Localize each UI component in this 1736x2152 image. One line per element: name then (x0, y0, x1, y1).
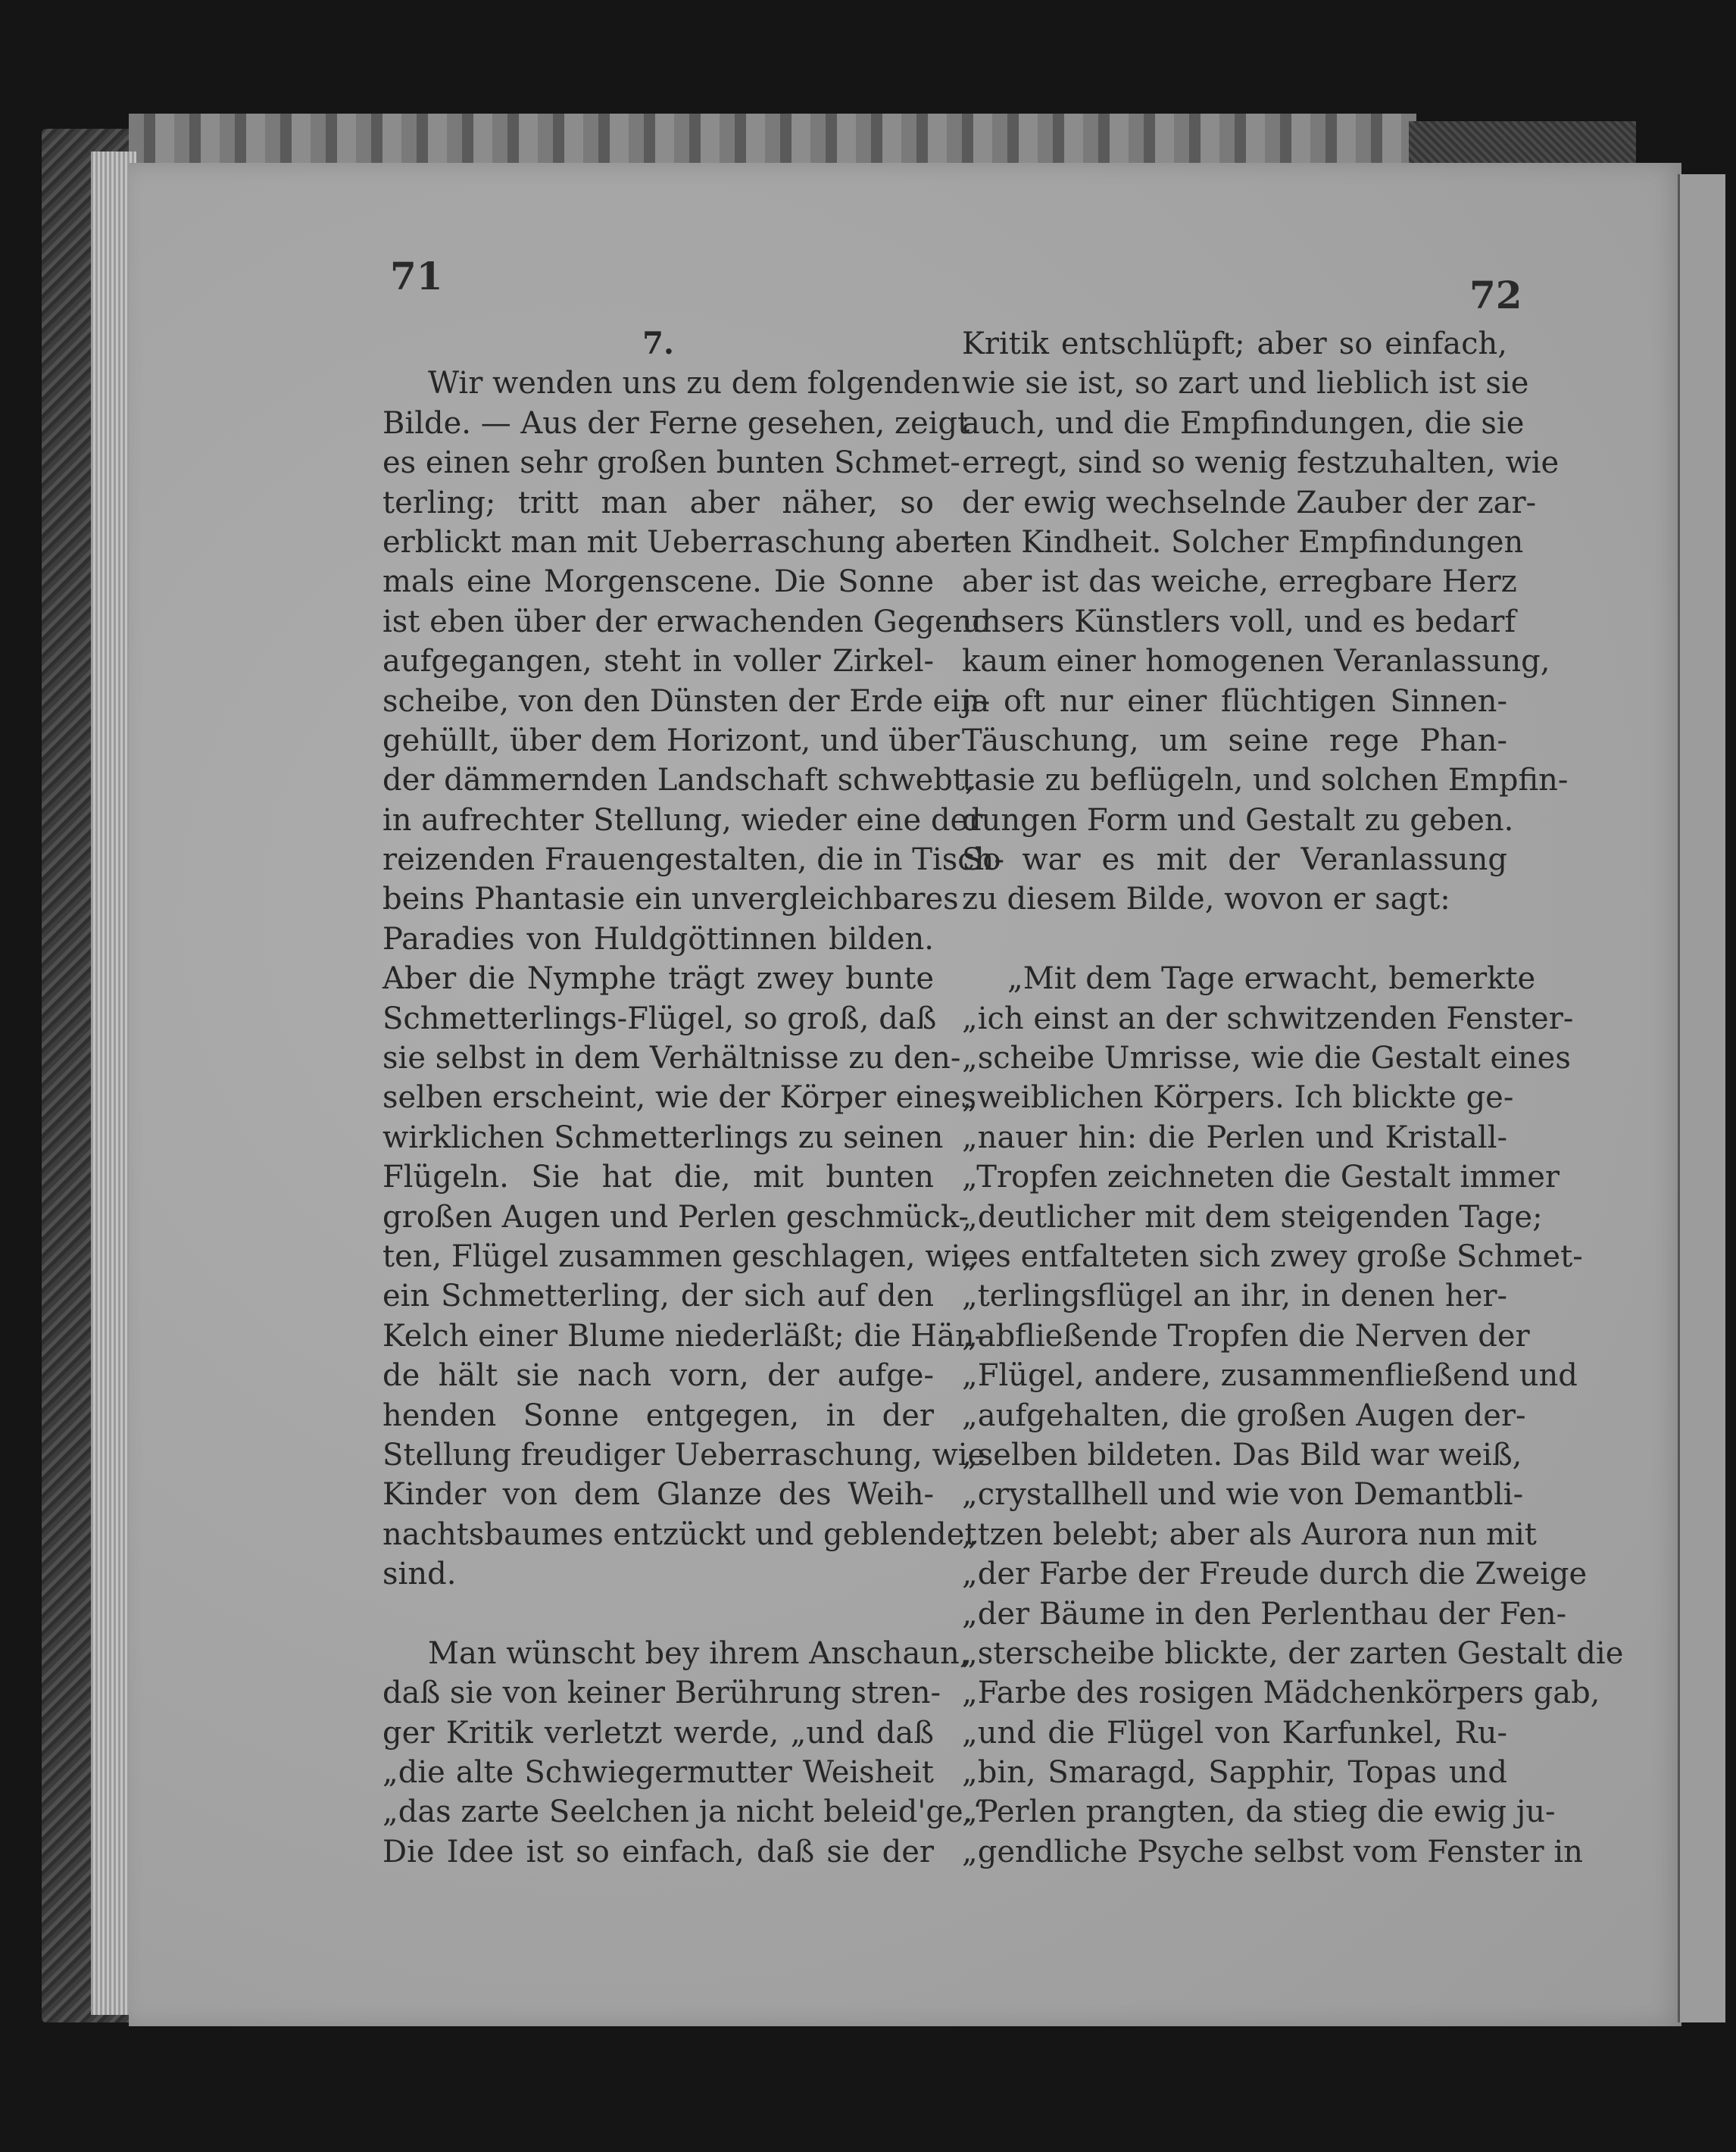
text-line: kaum einer homogenen Veranlassung, (962, 644, 1550, 679)
text-line: scheibe, von den Dünsten der Erde ein- (382, 683, 991, 719)
book-cover-top-marbled (129, 114, 1416, 167)
quote-line: „und die Flügel von Karfunkel, Ru- (962, 1715, 1507, 1751)
text-line: daß sie von keiner Berührung stren- (382, 1676, 941, 1711)
text-line: ja oft nur einer flüchtigen Sinnen- (962, 683, 1507, 719)
quote-line: „der Bäume in den Perlenthau der Fen- (962, 1596, 1567, 1632)
text-line: aufgegangen, steht in voller Zirkel- (382, 644, 934, 679)
text-line: ein Schmetterling, der sich auf den (382, 1279, 934, 1314)
next-page-edge (1678, 174, 1725, 2022)
text-line: mals eine Morgenscene. Die Sonne (382, 564, 934, 600)
quote-line: „Perlen prangten, da stieg die ewig ju- (962, 1794, 1556, 1830)
text-line: wirklichen Schmetterlings zu seinen (382, 1120, 944, 1155)
text-line: sind. (382, 1557, 457, 1592)
quote-line: „Farbe des rosigen Mädchenkörpers gab, (962, 1676, 1600, 1711)
quote-line: „Tropfen zeichneten die Gestalt immer (962, 1160, 1560, 1195)
text-line: Kelch einer Blume niederläßt; die Hän- (382, 1318, 985, 1354)
text-line: „das zarte Seelchen ja nicht beleid'ge.“ (382, 1794, 988, 1830)
text-line: Die Idee ist so einfach, daß sie der (382, 1834, 934, 1869)
text-line: Kritik entschlüpft; aber so einfach, (962, 326, 1507, 361)
text-line: beins Phantasie ein unvergleichbares (382, 882, 959, 917)
text-line: Kinder von dem Glanze des Weih- (382, 1477, 934, 1513)
text-line: Bilde. — Aus der Ferne gesehen, zeigt (382, 405, 970, 441)
left-page-text (382, 324, 1004, 1872)
quote-line: „aufgehalten, die großen Augen der- (962, 1398, 1526, 1433)
text-line: de hält sie nach vorn, der aufge- (382, 1358, 934, 1394)
quote-line: „nauer hin: die Perlen und Kristall- (962, 1120, 1507, 1155)
quote-line: „selben bildeten. Das Bild war weiß, (962, 1437, 1522, 1473)
quote-line: „bin, Smaragd, Sapphir, Topas und (962, 1755, 1507, 1791)
text-line: henden Sonne entgegen, in der (382, 1398, 934, 1433)
text-line: Stellung freudiger Ueberraschung, wie (382, 1437, 986, 1473)
quote-line: „der Farbe der Freude durch die Zweige (962, 1557, 1588, 1592)
text-line: Paradies von Huldgöttinnen bilden. (382, 921, 934, 957)
text-line: aber ist das weiche, erregbare Herz (962, 564, 1517, 600)
text-line: erblickt man mit Ueberraschung aber- (382, 524, 976, 560)
quote-line: „gendliche Psyche selbst vom Fenster in (962, 1834, 1583, 1869)
text-line: Flügeln. Sie hat die, mit bunten (382, 1160, 934, 1195)
text-line: terling; tritt man aber näher, so (382, 485, 934, 520)
text-line: sie selbst in dem Verhältnisse zu den- (382, 1041, 961, 1076)
section-heading: 7. (642, 326, 674, 361)
text-line: Täuschung, um seine rege Phan- (962, 723, 1507, 758)
right-page-number: 72 (1469, 273, 1522, 317)
right-page-text (962, 324, 1624, 1872)
text-line: tasie zu beflügeln, und solchen Empfin- (962, 763, 1569, 798)
text-line: erregt, sind so wenig festzuhalten, wie (962, 445, 1560, 481)
quote-line: „deutlicher mit dem steigenden Tage; (962, 1199, 1543, 1235)
text-line: wie sie ist, so zart und lieblich ist sie (962, 366, 1529, 401)
quote-line: „scheibe Umrisse, wie die Gestalt eines (962, 1041, 1571, 1076)
text-line: der dämmernden Landschaft schwebt, (382, 763, 975, 798)
text-line: So war es mit der Veranlassung (962, 842, 1507, 878)
quote-line: „crystallhell und wie von Demantbli- (962, 1477, 1524, 1513)
quote-line: „abfließende Tropfen die Nerven der (962, 1318, 1530, 1354)
text-line: ger Kritik verletzt werde, „und daß (382, 1715, 934, 1751)
quote-line: „es entfalteten sich zwey große Schmet- (962, 1238, 1583, 1274)
quote-line: „tzen belebt; aber als Aurora nun mit (962, 1516, 1537, 1552)
text-line: Aber die Nymphe trägt zwey bunte (382, 961, 934, 997)
text-line: reizenden Frauengestalten, die in Tisch- (382, 842, 1004, 878)
text-line: unsers Künstlers voll, und es bedarf (962, 604, 1516, 639)
text-line: Man wünscht bey ihrem Anschaun, (428, 1635, 969, 1671)
quote-line: „terlingsflügel an ihr, in denen her- (962, 1279, 1507, 1314)
text-line: in aufrechter Stellung, wieder eine der (382, 802, 983, 838)
text-line: ist eben über der erwachenden Gegend (382, 604, 992, 639)
text-line: Wir wenden uns zu dem folgenden (428, 366, 960, 401)
text-line: ten Kindheit. Solcher Empfindungen (962, 524, 1524, 560)
text-line: der ewig wechselnde Zauber der zar- (962, 485, 1537, 520)
text-line: ten, Flügel zusammen geschlagen, wie (382, 1238, 979, 1274)
text-line: Schmetterlings-Flügel, so groß, daß (382, 1001, 937, 1036)
text-line: zu diesem Bilde, wovon er sagt: (962, 882, 1450, 917)
text-line: „die alte Schwiegermutter Weisheit (382, 1755, 934, 1791)
quote-line: „weiblichen Körpers. Ich blickte ge- (962, 1080, 1514, 1116)
quote-line: „Mit dem Tage erwacht, bemerkte (1007, 961, 1536, 997)
left-page-number: 71 (390, 254, 443, 298)
quote-line: „ich einst an der schwitzenden Fenster- (962, 1001, 1574, 1036)
text-line: nachtsbaumes entzückt und geblendet (382, 1516, 977, 1552)
text-line: es einen sehr großen bunten Schmet- (382, 445, 960, 481)
text-line: großen Augen und Perlen geschmück- (382, 1199, 969, 1235)
text-line: selben erscheint, wie der Körper eines (382, 1080, 977, 1116)
quote-line: „Flügel, andere, zusammenfließend und (962, 1358, 1578, 1394)
text-line: dungen Form und Gestalt zu geben. (962, 802, 1514, 838)
text-line: auch, und die Empfindungen, die sie (962, 405, 1525, 441)
quote-line: „sterscheibe blickte, der zarten Gestalt die (962, 1635, 1624, 1671)
text-line: gehüllt, über dem Horizont, und über (382, 723, 960, 758)
